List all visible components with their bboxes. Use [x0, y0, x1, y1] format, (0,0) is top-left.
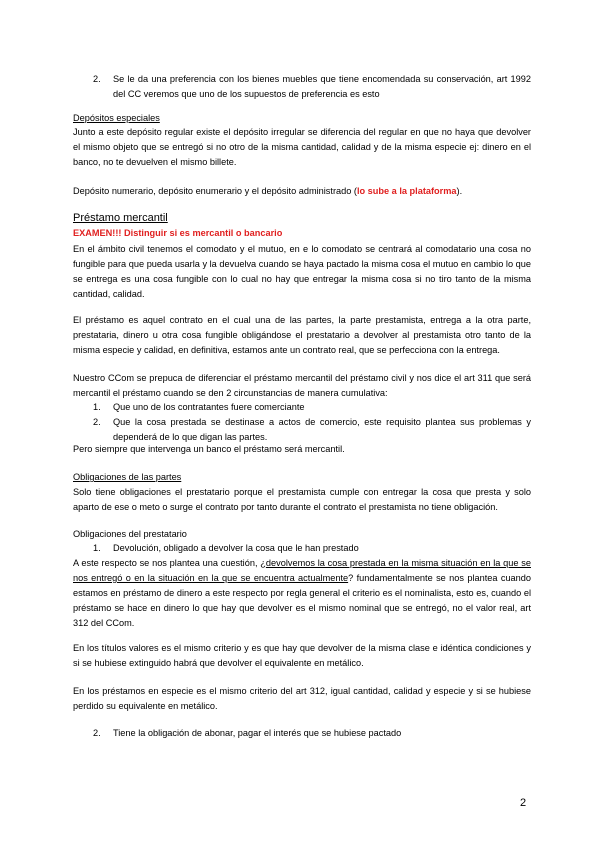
prestatario-list-item-2 — [93, 726, 531, 741]
intro-list-item — [93, 72, 531, 102]
obligaciones-partes-heading: Obligaciones de las partes — [73, 472, 182, 482]
list-number: 2. — [93, 74, 101, 84]
obligaciones-partes-paragraph: Solo tiene obligaciones el prestatario porque el prestamista cumple con entregar la cosa que presta y solo aparto de ese o meto o surge el contrato por tanto durante el contrato el prestamista no tiene obligación. — [73, 487, 531, 512]
prestamo-paragraph-2: El préstamo es aquel contrato en el cual una de las partes, la parte prestamista, entrega a la otra parte, prestataria, dinero u otra cosa fungible obligándose el prestatario a devolver al prestamista otro tanto de la misma especie y calidad, en definitiva, estamos ante un contrato real, que se perfecciona con la entrega. — [73, 315, 531, 355]
platform-note: lo sube a la plataforma — [356, 186, 457, 196]
depositos-especiales-paragraph: Junto a este depósito regular existe el depósito irregular se diferencia del regular en que no haya que devolver el mismo objeto que se entregó si no otro de la misma cantidad, calidad y de la misma especie ej: dinero en el banco, no te devuelven el mismo billete. — [73, 127, 531, 167]
titulos-valores-paragraph: En los títulos valores es el mismo criterio y es que hay que devolver de la misma clase e idéntica condiciones y si se hubiese extinguido habrá que devolver el equivalente en metálico. — [73, 643, 531, 668]
devolucion-paragraph: A este respecto se nos plantea una cuestión, ¿devolvemos la cosa prestada en la misma situación en la que se nos entregó o en la situación en la que se encuentra actualmente? fundamentalmente se nos plantea cuando estamos en préstamo de dinero a este respecto por regla general el criterio es el nominalista, esto es, cuando el préstamo se hace en dinero lo que hay que devolver es el mismo nominal que se entregó, no el valor real, art 312 del CCom. — [73, 558, 531, 628]
list-item — [93, 400, 531, 415]
list-number: 1. — [93, 402, 101, 412]
list-number: 1. — [93, 543, 101, 553]
depositos-especiales-heading: Depósitos especiales — [73, 113, 160, 123]
list-number: 2. — [93, 728, 101, 738]
obligaciones-prestatario-heading: Obligaciones del prestatario — [73, 529, 187, 539]
depositos-types-paragraph: Depósito numerario, depósito enumerario y el depósito administrado (lo sube a la plataforma). — [73, 186, 463, 196]
underlined-question: devolvemos la cosa prestada en la misma situación en la que se nos entregó o en la situación en la que se encuentra actualmente — [73, 558, 531, 583]
prestatario-list-item-1 — [93, 541, 531, 556]
list-item-text: Devolución, obligado a devolver la cosa que le han prestado — [113, 543, 359, 553]
prestamo-paragraph-1: En el ámbito civil tenemos el comodato y el mutuo, en e lo comodato se centrará al comodatario una cosa no fungible para que pueda usarla y la devuelva cuando se haya pactado la misma cosa el mutuo en cambio lo que se entrega es una cosa fungible con lo cual no hay que entregar la misma cosa si no tiro tanto de la misma cantidad, calidad. — [73, 244, 531, 299]
prestamo-list — [93, 400, 531, 445]
list-item-text: Tiene la obligación de abonar, pagar el interés que se hubiese pactado — [113, 728, 402, 738]
prestamo-heading: Préstamo mercantil — [73, 212, 168, 224]
exam-note: EXAMEN!!! Distinguir si es mercantil o bancario — [73, 228, 283, 238]
list-number: 2. — [93, 417, 101, 427]
prestamo-paragraph-4: Pero siempre que intervenga un banco el préstamo será mercantil. — [73, 444, 345, 454]
prestamo-paragraph-3: Nuestro CCom se prepuca de diferenciar el préstamo mercantil del préstamo civil y nos dice el art 311 que será mercantil el préstamo cuando se den 2 circunstancias de manera cumulativa: — [73, 373, 531, 398]
list-item — [93, 415, 531, 445]
list-item-text: Que uno de los contratantes fuere comerciante — [113, 402, 305, 412]
prestamos-especie-paragraph: En los préstamos en especie es el mismo criterio del art 312, igual cantidad, calidad y especie y si se hubiese perdido su equivalente en metálico. — [73, 686, 531, 711]
list-item-text: Que la cosa prestada se destinase a actos de comercio, este requisito plantea sus problemas y dependerá de lo que digan las partes. — [113, 417, 531, 442]
page-number: 2 — [520, 797, 527, 809]
list-item-text: Se le da una preferencia con los bienes muebles que tiene encomendada su conservación, art 1992 del CC veremos que uno de los supuestos de preferencia es esto — [113, 74, 531, 99]
